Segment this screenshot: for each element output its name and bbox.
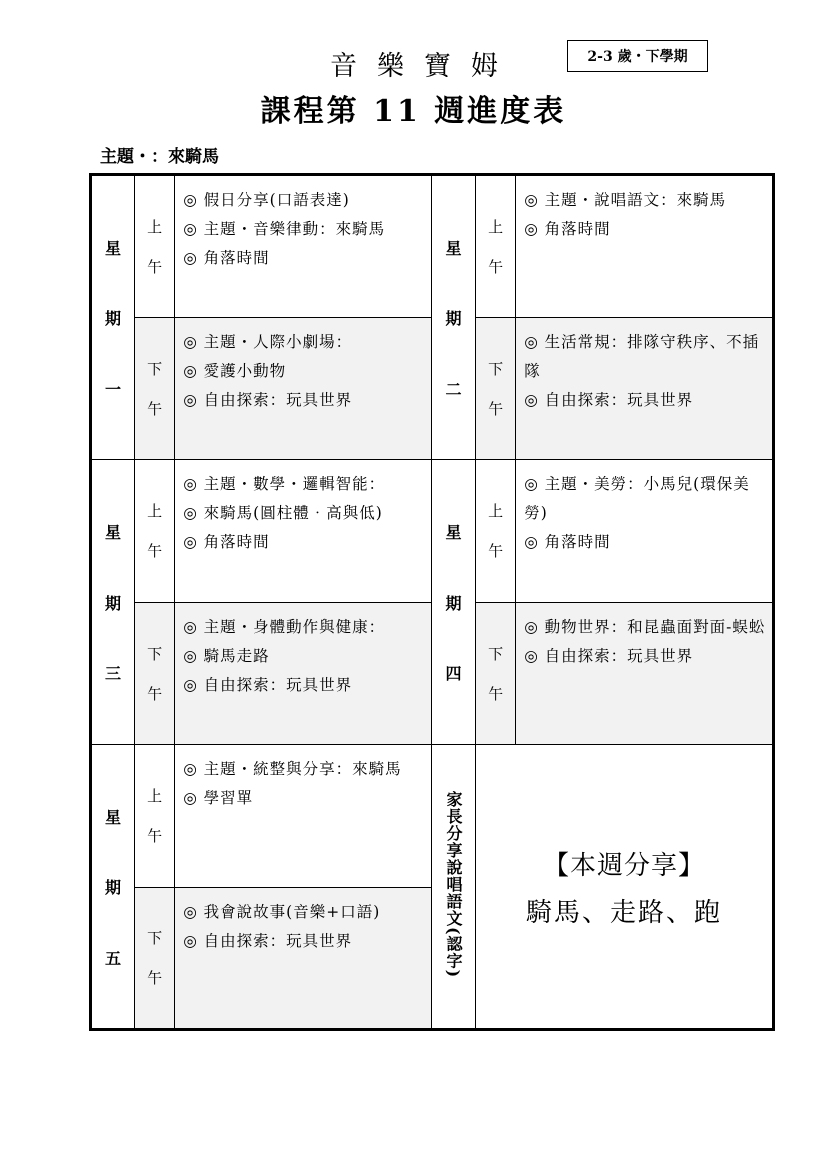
age-semester-badge: 2-3 歲・下學期 (567, 40, 708, 72)
period-char: 午 (147, 969, 163, 987)
period-char: 午 (147, 399, 163, 418)
period-char: 午 (147, 827, 163, 845)
activity-item: ◎ 愛護小動物 (183, 362, 287, 380)
period-char: 午 (147, 542, 163, 560)
activity-item: ◎ 主題・統整與分享：來騎馬 (183, 760, 402, 778)
period-char: 午 (488, 684, 504, 703)
activity-item: ◎ 動物世界：和昆蟲面對面-蜈蚣 (524, 618, 766, 636)
activity-item: ◎ 角落時間 (183, 249, 270, 267)
afternoon-activities (175, 318, 432, 460)
activity-item: ◎ 角落時間 (524, 533, 611, 551)
day-label-char: 星 (105, 238, 122, 258)
weekly-schedule-table (89, 173, 775, 1031)
period-char: 下 (147, 929, 163, 947)
day-label-char: 二 (445, 379, 462, 399)
period-char: 上 (147, 217, 163, 236)
period-char: 午 (488, 257, 504, 276)
day-label-char: 星 (105, 807, 122, 827)
activity-item: ◎ 學習單 (183, 789, 254, 807)
activity-item: ◎ 自由探索：玩具世界 (183, 676, 353, 694)
afternoon-activities (175, 603, 432, 745)
activity-item: ◎ 騎馬走路 (183, 647, 270, 665)
day-label-char: 五 (105, 948, 122, 968)
afternoon-label (476, 318, 516, 460)
activity-item: ◎ 主題・說唱語文：來騎馬 (524, 191, 727, 209)
period-char: 上 (147, 502, 163, 520)
afternoon-activities (516, 603, 774, 745)
activity-item: ◎ 我會說故事(音樂+口語) (183, 903, 381, 921)
activity-item: ◎ 主題・數學・邏輯智能： (183, 475, 386, 493)
period-char: 上 (488, 217, 504, 236)
parent-share-label (431, 745, 475, 1030)
activity-item: ◎ 自由探索：玩具世界 (183, 932, 353, 950)
morning-activities (175, 745, 432, 888)
activity-item: ◎ 主題・身體動作與健康： (183, 618, 386, 636)
activity-item: ◎ 主題・音樂律動：來騎馬 (183, 220, 386, 238)
day-label-char: 星 (445, 523, 462, 542)
period-char: 下 (488, 644, 504, 663)
weekly-share-content: 騎馬、走路、跑 (526, 897, 723, 928)
period-char: 午 (147, 684, 163, 703)
day-label-char: 期 (445, 309, 462, 328)
day-label-char: 三 (105, 664, 122, 683)
theme-label: 主題・：來騎馬 (100, 147, 219, 167)
activity-item: ◎ 主題・美勞：小馬兒(環保美勞) (524, 475, 750, 522)
page-title: 課程第 11 週進度表 (260, 94, 567, 129)
morning-activities (175, 460, 432, 603)
activity-item: ◎ 主題・人際小劇場： (183, 333, 353, 351)
day-label-char: 期 (445, 593, 462, 613)
activity-item: ◎ 角落時間 (524, 220, 611, 238)
day-label-char: 期 (105, 878, 122, 897)
activity-item: ◎ 來騎馬(圓柱體‧高與低) (183, 504, 383, 522)
day-label-char: 期 (105, 593, 122, 613)
day-label-char: 星 (445, 238, 462, 258)
period-char: 午 (488, 542, 504, 560)
activity-item: ◎ 假日分享(口語表達) (183, 191, 350, 209)
afternoon-activities (516, 318, 774, 460)
day-label-char: 期 (105, 309, 122, 328)
period-char: 上 (488, 502, 504, 520)
period-char: 下 (488, 359, 504, 378)
afternoon-label (476, 603, 516, 745)
day-label (91, 745, 135, 1030)
morning-activities (516, 175, 774, 318)
morning-activities (175, 175, 432, 318)
activity-item: ◎ 自由探索：玩具世界 (524, 391, 694, 409)
activity-item: ◎ 生活常規：排隊守秩序、不插隊 (524, 333, 760, 380)
day-label (431, 175, 475, 460)
morning-label (135, 175, 175, 318)
parent-share-label-text: 家長分享說唱語文(認字) (444, 790, 464, 979)
day-label (431, 460, 475, 745)
period-char: 午 (147, 257, 163, 276)
afternoon-label (135, 603, 175, 745)
afternoon-activities (175, 888, 432, 1030)
period-char: 下 (147, 359, 163, 378)
morning-label (476, 460, 516, 603)
period-char: 上 (147, 787, 163, 805)
morning-label (476, 175, 516, 318)
weekly-share-heading: 【本週分享】 (543, 850, 706, 881)
morning-label (135, 745, 175, 888)
period-char: 午 (488, 399, 504, 418)
period-char: 下 (147, 644, 163, 663)
day-label-char: 一 (105, 379, 122, 399)
program-title: 音樂寶姆 (330, 51, 518, 82)
afternoon-label (135, 318, 175, 460)
activity-item: ◎ 角落時間 (183, 533, 270, 551)
morning-label (135, 460, 175, 603)
day-label (91, 460, 135, 745)
morning-activities (516, 460, 774, 603)
activity-item: ◎ 自由探索：玩具世界 (524, 647, 694, 665)
activity-item: ◎ 自由探索：玩具世界 (183, 391, 353, 409)
afternoon-label (135, 888, 175, 1030)
day-label-char: 星 (105, 523, 122, 542)
day-label-char: 四 (445, 664, 462, 683)
day-label (91, 175, 135, 460)
weekly-share-box (476, 745, 774, 1030)
